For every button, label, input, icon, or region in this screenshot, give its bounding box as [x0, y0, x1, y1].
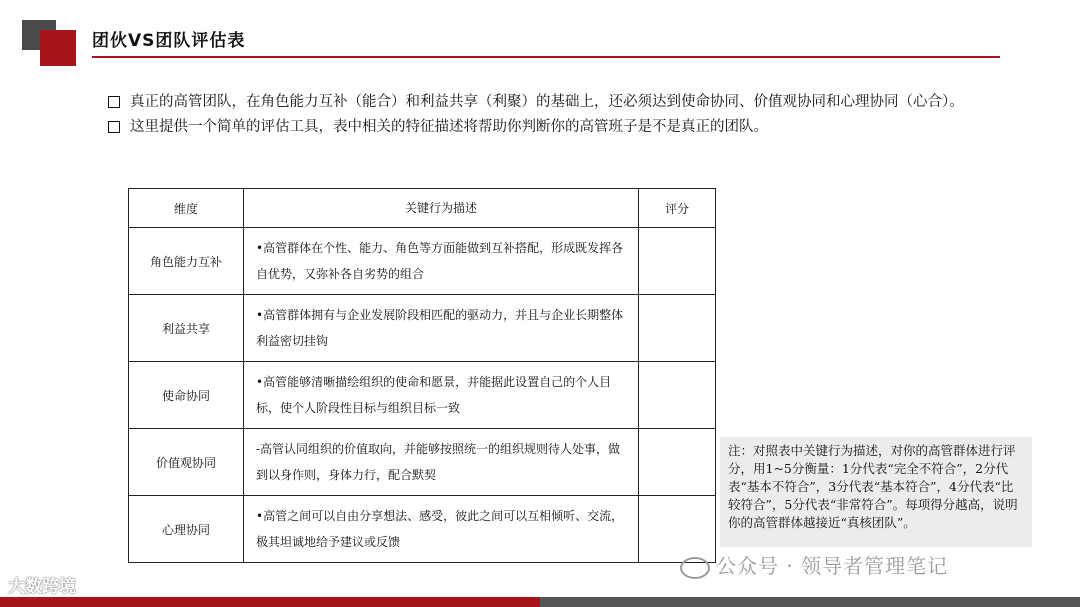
row-description: •高管群体在个性、能力、角色等方面能做到互补搭配，形成既发挥各自优势，又弥补各自劣势的组合 — [244, 228, 639, 295]
row-dimension: 使命协同 — [129, 362, 244, 429]
row-description: •高管群体拥有与企业发展阶段相匹配的驱动力，并且与企业长期整体利益密切挂钩 — [244, 295, 639, 362]
table-row — [129, 429, 716, 496]
row-score-cell[interactable] — [639, 295, 716, 362]
header-dimension: 维度 — [129, 189, 244, 228]
bullet-text: 这里提供一个简单的评估工具，表中相关的特征描述将帮助你判断你的高管班子是不是真正的团队。 — [130, 119, 768, 135]
row-dimension: 角色能力互补 — [129, 228, 244, 295]
wechat-icon — [680, 557, 710, 579]
watermark — [680, 550, 948, 579]
row-score-cell[interactable] — [639, 429, 716, 496]
row-dimension: 心理协同 — [129, 496, 244, 563]
page-title: 团伙VS团队评估表 — [92, 31, 246, 51]
table-row — [129, 295, 716, 362]
checkbox-bullet-icon — [108, 121, 120, 133]
row-score-cell[interactable] — [639, 228, 716, 295]
evaluation-table — [128, 188, 716, 563]
header-score: 评分 — [639, 189, 716, 228]
footer-bar-red — [0, 597, 540, 607]
table-row — [129, 228, 716, 295]
footer-bar-gray — [540, 597, 1080, 607]
header-description: 关键行为描述 — [244, 189, 639, 228]
row-description: •高管能够清晰描绘组织的使命和愿景，并能据此设置自己的个人目标，使个人阶段性目标与组织目标一致 — [244, 362, 639, 429]
row-dimension: 价值观协同 — [129, 429, 244, 496]
table-header-row — [129, 189, 716, 228]
brand-logo-text: 大数跨境 — [8, 577, 76, 597]
bullet-list — [108, 90, 1008, 140]
logo-red-square — [40, 30, 76, 66]
bullet-item — [108, 90, 1008, 115]
row-description: •高管之间可以自由分享想法、感受，彼此之间可以互相倾听、交流，极其坦诚地给予建议或反馈 — [244, 496, 639, 563]
scoring-note: 注：对照表中关键行为描述，对你的高管群体进行评分，用1~5分衡量：1分代表“完全不符合”，2分代表“基本不符合”，3分代表“基本符合”，4分代表“比较符合”，5分代表“非常符合”。每项得分越高，说明你的高管群体越接近“真核团队”。 — [720, 437, 1032, 547]
title-divider — [92, 56, 1000, 58]
watermark-text: 公众号 · 领导者管理笔记 — [716, 554, 949, 578]
table-row — [129, 362, 716, 429]
row-description: -高管认同组织的价值取向，并能够按照统一的组织规则待人处事，做到以身作则，身体力行，配合默契 — [244, 429, 639, 496]
bullet-text: 真正的高管团队，在角色能力互补（能合）和利益共享（利聚）的基础上，还必须达到使命协同、价值观协同和心理协同（心合）。 — [130, 94, 964, 110]
bullet-item — [108, 115, 1008, 140]
row-dimension: 利益共享 — [129, 295, 244, 362]
row-score-cell[interactable] — [639, 362, 716, 429]
table-row — [129, 496, 716, 563]
checkbox-bullet-icon — [108, 96, 120, 108]
